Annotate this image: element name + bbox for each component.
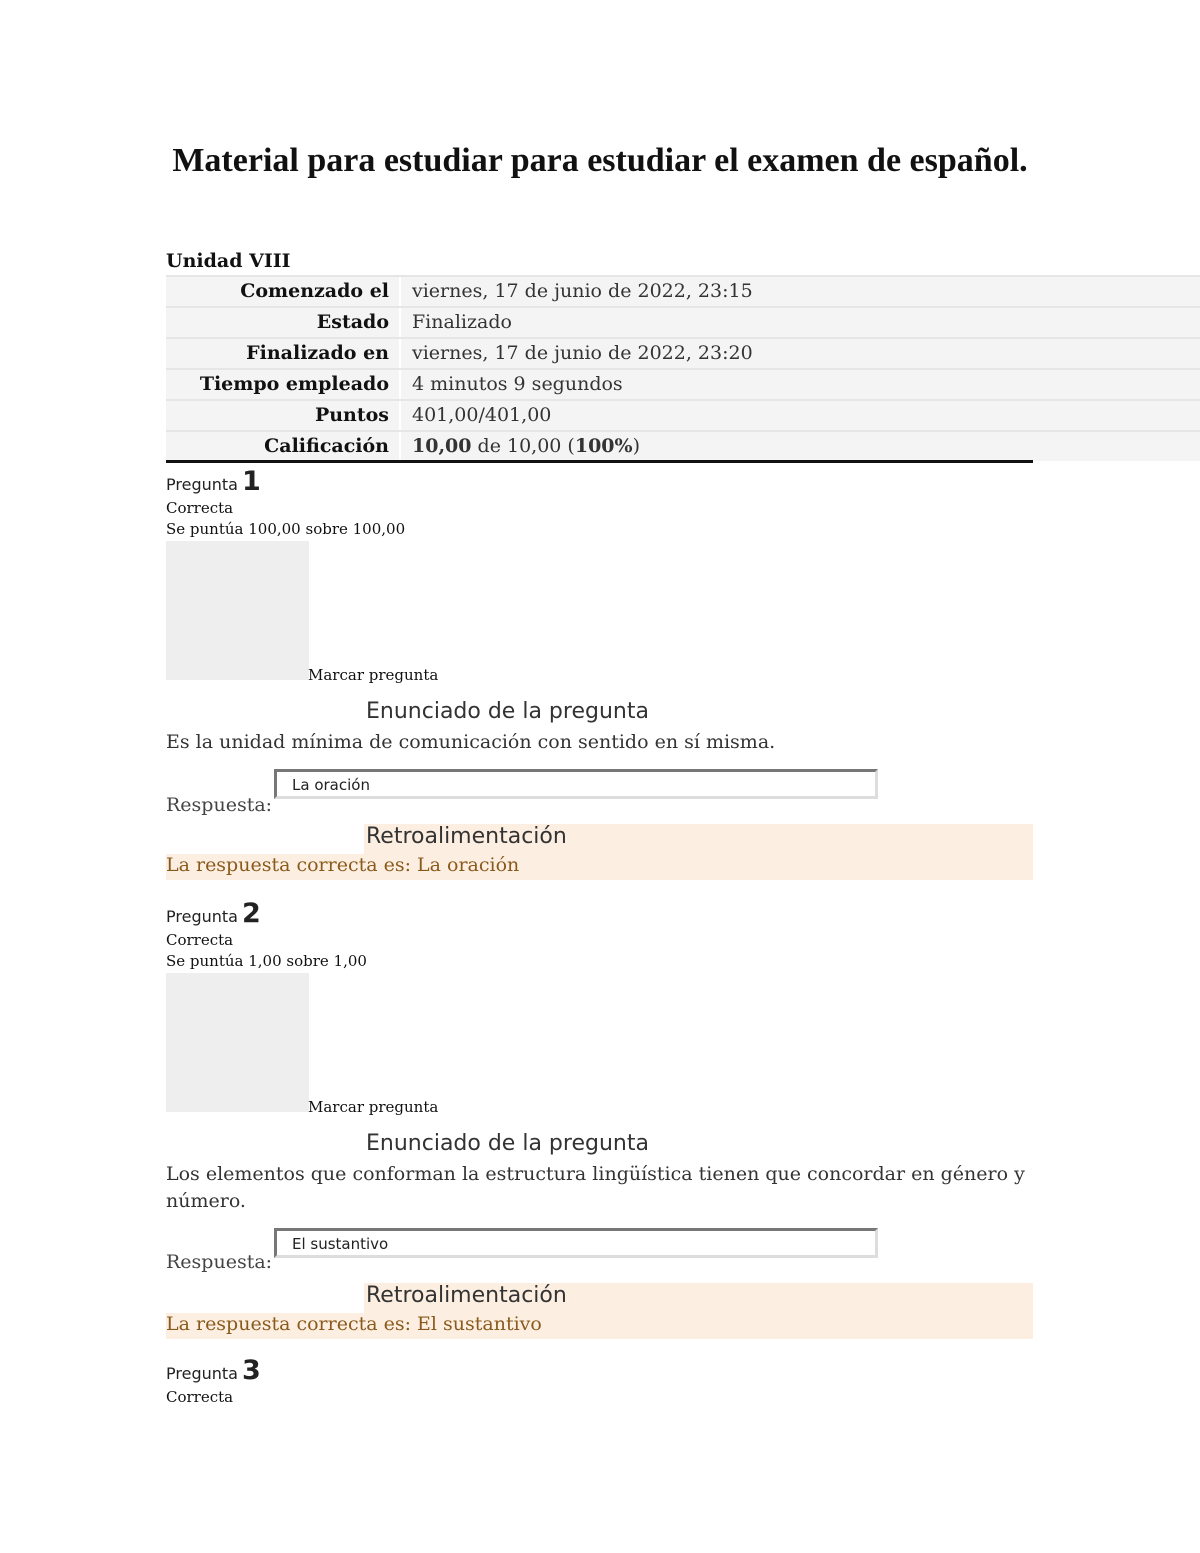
flag-question-link[interactable]: Marcar pregunta bbox=[308, 1098, 439, 1116]
summary-row-started bbox=[166, 275, 1200, 306]
feedback-heading: Retroalimentación bbox=[366, 824, 567, 849]
feedback-text: La respuesta correcta es: El sustantivo bbox=[166, 1313, 542, 1335]
question-text: Es la unidad mínima de comunicación con sentido en sí misma. bbox=[166, 731, 776, 753]
summary-value: 4 minutos 9 segundos bbox=[412, 373, 623, 395]
summary-row-time bbox=[166, 368, 1200, 399]
question-text: Los elementos que conforman la estructura lingüística tienen que concordar en género y número. bbox=[166, 1163, 1025, 1212]
question-state: Correcta bbox=[166, 931, 234, 949]
question-info-panel bbox=[166, 973, 309, 1112]
summary-divider bbox=[166, 460, 1033, 463]
summary-row-finished bbox=[166, 337, 1200, 368]
answer-field[interactable] bbox=[274, 1228, 878, 1258]
question-score: Se puntúa 100,00 sobre 100,00 bbox=[166, 520, 406, 538]
grade-value: 10,00 bbox=[412, 435, 472, 457]
question-number: 1 bbox=[241, 466, 261, 497]
flag-question-link[interactable]: Marcar pregunta bbox=[308, 666, 439, 684]
summary-label: Tiempo empleado bbox=[199, 373, 389, 395]
answer-value: La oración bbox=[292, 776, 370, 794]
summary-row-state bbox=[166, 306, 1200, 337]
summary-row-points bbox=[166, 399, 1200, 430]
summary-value bbox=[412, 435, 640, 457]
summary-label: Calificación bbox=[264, 435, 389, 457]
question-label: Pregunta bbox=[166, 907, 238, 926]
question-number: 3 bbox=[241, 1355, 261, 1386]
feedback-heading: Retroalimentación bbox=[366, 1283, 567, 1308]
summary-value: 401,00/401,00 bbox=[412, 404, 552, 426]
question-label: Pregunta bbox=[166, 1364, 238, 1383]
summary-label: Comenzado el bbox=[240, 280, 389, 302]
statement-heading: Enunciado de la pregunta bbox=[366, 1131, 649, 1156]
unit-label: Unidad VIII bbox=[166, 250, 291, 272]
summary-label: Estado bbox=[316, 311, 389, 333]
question-state: Correcta bbox=[166, 1388, 234, 1406]
question-heading-1 bbox=[166, 466, 261, 497]
attempt-summary-table bbox=[166, 275, 1200, 461]
question-heading-2 bbox=[166, 898, 261, 929]
document-title: Material para estudiar para estudiar el examen de español. bbox=[172, 142, 1028, 179]
summary-label: Finalizado en bbox=[246, 342, 389, 364]
question-score: Se puntúa 1,00 sobre 1,00 bbox=[166, 952, 367, 970]
summary-label: Puntos bbox=[314, 404, 389, 426]
response-label: Respuesta: bbox=[166, 1251, 273, 1273]
question-label: Pregunta bbox=[166, 475, 238, 494]
summary-value: viernes, 17 de junio de 2022, 23:20 bbox=[412, 342, 753, 364]
summary-value: Finalizado bbox=[412, 311, 512, 333]
statement-heading: Enunciado de la pregunta bbox=[366, 699, 649, 724]
answer-value: El sustantivo bbox=[292, 1235, 389, 1253]
feedback-text: La respuesta correcta es: La oración bbox=[166, 854, 520, 876]
answer-field[interactable] bbox=[274, 769, 878, 799]
question-state: Correcta bbox=[166, 499, 234, 517]
summary-row-grade bbox=[166, 430, 1200, 461]
summary-value: viernes, 17 de junio de 2022, 23:15 bbox=[412, 280, 753, 302]
question-heading-3 bbox=[166, 1355, 261, 1386]
grade-percent: 100% bbox=[574, 435, 633, 457]
question-info-panel bbox=[166, 541, 309, 680]
question-number: 2 bbox=[241, 898, 261, 929]
grade-max: de 10,00 ( bbox=[471, 435, 575, 457]
grade-close: ) bbox=[632, 435, 640, 457]
response-label: Respuesta: bbox=[166, 794, 273, 816]
